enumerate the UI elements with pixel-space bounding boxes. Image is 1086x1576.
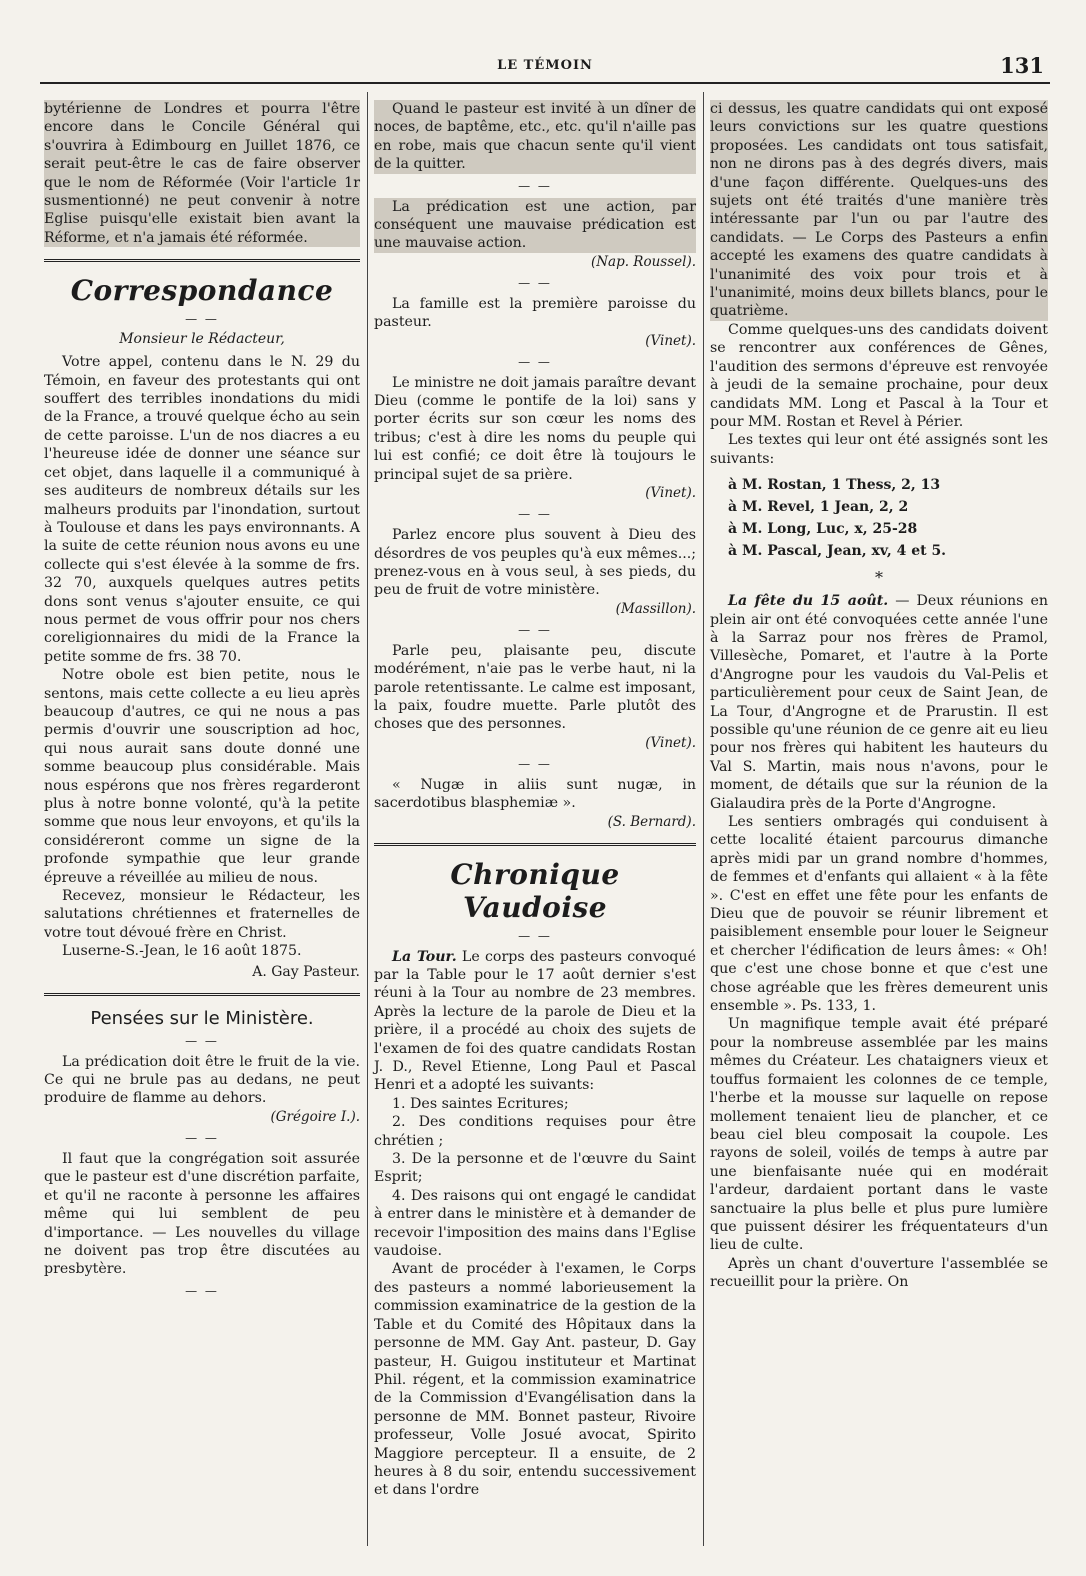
ornament-dash: — — <box>518 756 552 771</box>
runin-heading: La Tour. <box>392 948 457 965</box>
article-continuation: bytérienne de Londres et pourra l'être encore dans le Concile Général qui s'ouvrira à Edimbourg en Juillet 1876, ce serait peut-être le cas de faire observer que le nom de Réformée (Voir l'article 1r susmentionné) ne peut convenir à notre Eglise puisqu'elle existait bien avant la Réforme, et n'a jamais été réformée. <box>44 101 360 246</box>
list-item: à M. Long, Luc, x, 25-28 <box>728 521 918 538</box>
ornament-dash: — — <box>518 354 552 369</box>
quotation-source: (Nap. Roussel). <box>590 253 696 270</box>
list-item: à M. Pascal, Jean, xv, 4 et 5. <box>728 543 947 560</box>
column-2 <box>374 100 696 1546</box>
ornament-dash: — — <box>185 1130 219 1145</box>
quotation: La famille est la première paroisse du pasteur. <box>374 295 696 331</box>
section-rule <box>374 843 696 846</box>
section-heading-correspondance: Correspondance <box>70 274 334 308</box>
ornament-dash: — — <box>185 1033 219 1048</box>
ornament-dash: — — <box>185 312 219 327</box>
page-number: 131 <box>1000 53 1044 78</box>
topic-list <box>374 1095 696 1261</box>
paragraph: Un magnifique temple avait été préparé pour la nombreuse assemblée par les mains mêmes du Créateur. Les chataigners vieux et touffus formaient les colonnes de ce temple, l'herbe et la mousse sur laquelle on repose mollement tenaient lieu de plancher, et ce beau ciel bleu composait la coupole. Les rayons de soleil, voilés de temps à autre par une bienfaisante nuée qui en modérait l'ardeur, dardaient portant dans le vaste sanctuaire la plus belle et plus pure lumière que puissent désirer les fréquentateurs d'un lieu de culte. <box>710 1016 1048 1254</box>
ornament-dash: — — <box>518 928 552 943</box>
letter-signature: A. Gay Pasteur. <box>252 963 360 980</box>
paragraph: Recevez, monsieur le Rédacteur, les salutations chrétiennes et fraternelles de votre tout dévoué frère en Christ. <box>44 888 360 941</box>
quotation-source: (Vinet). <box>645 332 696 349</box>
section-heading-pensees: Pensées sur le Ministère. <box>90 1007 314 1029</box>
paragraph-text: Le corps des pasteurs convoqué par la Table pour le 17 août dernier s'est réuni à la Tour au nombre de 23 membres. Après la lecture de la parole de Dieu et la prière, il a procédé au choix des sujets de l'examen de foi des quatre candidats Rostan J. D., Revel Etienne, Long Paul et Pascal Henri et a adopté les suivants: <box>374 948 696 1094</box>
list-item: à M. Rostan, 1 Thess, 2, 13 <box>728 477 941 494</box>
paragraph: Les textes qui leur ont été assignés sont les suivants: <box>710 432 1048 467</box>
list-item: 3. De la personne et de l'œuvre du Saint Esprit; <box>374 1151 696 1186</box>
paragraph <box>374 948 696 1095</box>
assigned-texts <box>710 474 1048 562</box>
quotation-source: (Vinet). <box>645 485 696 502</box>
ornament-dash: — — <box>518 622 552 637</box>
quotation: Parlez encore plus souvent à Dieu des désordres de vos peuples qu'à eux mêmes...; prenez-vous en à vous seul, à ses pieds, du peu de fruit de votre ministère. <box>374 527 696 599</box>
journal-title: LE TÉMOIN <box>497 58 593 73</box>
column-3 <box>710 100 1048 1546</box>
section-rule <box>44 993 360 996</box>
paragraph: Avant de procéder à l'examen, le Corps des pasteurs a nommé laborieusement la commission examinatrice de la gestion de la Table et du Comité des Hôpitaux dans la personne de MM. Gay Ant. pasteur, D. Gay pasteur, H. Guigou instituteur et Martinat Phil. régent, et la commission examinatrice de la Commission d'Evangélisation dans la personne de MM. Bonnet pasteur, Rivoire professeur, Volle Josué avocat, Spirito Maggiore percepteur. Il a ensuite, de 2 heures à 8 du soir, entendu successivement et dans l'ordre <box>374 1261 696 1499</box>
column-divider <box>703 92 704 1546</box>
section-rule <box>44 259 360 262</box>
quotation: Quand le pasteur est invité à un dîner de noces, de baptême, etc., etc. qu'il n'aille pas en robe, mais que chacun sente qu'il vient de la quitter. <box>374 101 696 173</box>
page-header <box>40 55 1050 77</box>
list-item: 2. Des conditions requises pour être chrétien ; <box>374 1114 696 1149</box>
quotation: Le ministre ne doit jamais paraître devant Dieu (comme le pontife de la loi) sans y porter écrits sur son cœur les noms des tribus; c'est à dire les noms du peuple qui lui est confié; ce doit être là toujours le principal sujet de sa prière. <box>374 374 696 483</box>
quotation: Parle peu, plaisante peu, discute modérément, n'aie pas le verbe haut, ni la parole retentissante. Le calme est imposant, la paix, foudre muette. Parle plutôt des choses que des personnes. <box>374 642 696 733</box>
quotation-source: (Vinet). <box>645 734 696 751</box>
quotation: La prédication est une action, par conséquent une mauvaise prédication est une mauvaise action. <box>374 198 696 252</box>
quotation: Il faut que la congrégation soit assurée que le pasteur est d'une discrétion parfaite, et qu'il ne raconte à personne les affaires même qui lui semblent de peu d'importance. — Les nouvelles du village ne doivent pas trop être discutées au presbytère. <box>44 1150 360 1278</box>
quotation-source: (Grégoire I.). <box>270 1108 360 1125</box>
salutation: Monsieur le Rédacteur, <box>119 331 285 348</box>
column-1 <box>44 100 360 1546</box>
ornament-dash: — — <box>185 1283 219 1298</box>
paragraph: ci dessus, les quatre candidats qui ont exposé leurs convictions sur les quatre questions proposées. Les candidats ont tous satisfait, non ne dirons pas à des degrés divers, mais d'une façon différente. Quelques-uns des sujets ont été traités d'une manière très intéressante par l'un ou par l'autre des candidats. — Le Corps des Pasteurs a enfin accepté les examens des quatre candidats à l'unanimité des voix pour trois et à l'unanimité, moins deux billets blancs, pour le quatrième. <box>710 101 1048 320</box>
paragraph: Les sentiers ombragés qui conduisent à cette localité étaient parcourus dimanche après midi par un grand nombre d'hommes, de femmes et d'enfants qui allaient « à la fête ». C'est en effet une fête pour les enfants de Dieu que de pouvoir se réunir librement et paisiblement ensemble pour louer le Seigneur et chercher l'édification de leurs âmes: « Oh! que c'est une chose bonne et que c'est une chose agréable que les frères demeurent unis ensemble ». Ps. 133, 1. <box>710 814 1048 1015</box>
paragraph: Votre appel, contenu dans le N. 29 du Témoin, en faveur des protestants qui ont souffert des terribles inondations du midi de la France, a trouvé quelque écho au sein de cette paroisse. L'un de nos diacres a eu l'heureuse idée de donner une séance sur cet objet, dans laquelle il a communiqué à ses auditeurs de nombreux détails sur les malheurs produits par l'inondation, surtout à Toulouse et dans les pays environnants. A la suite de cette réunion nous avons eu une collecte qui s'est élevée à la somme de frs. 32 70, auxquels quelques autres petits dons sont venus s'ajouter ensuite, ce qui nous permet de vous offrir pour nos chers coreligionnaires du midi de la France la petite somme de frs. 38 70. <box>44 354 360 665</box>
quotation: « Nugæ in aliis sunt nugæ, in sacerdotibus blasphemiæ ». <box>374 776 696 812</box>
paragraph-text: — Deux réunions en plein air ont été convoquées cette année l'une à la Sarraz pour nos frères de Pramol, Villesèche, Pomaret, et l'autre à la Porte d'Angrogne pour les vaudois du Val-Pelis et particulièrement pour ceux de Saint Jean, de La Tour, d'Angrogne et de Prarustin. Il est possible qu'une réunion de ce genre ait eu lieu pour nos frères qui habitent les hauteurs du Val S. Martin, mais nous n'avons, pour le moment, de détails que sur la réunion de la Gialaudira près de la Porte d'Angrogne. <box>710 593 1048 812</box>
column-divider <box>367 92 368 1546</box>
paragraph <box>710 592 1048 813</box>
star-separator: * <box>875 568 883 588</box>
ornament-dash: — — <box>518 178 552 193</box>
quotation-source: (S. Bernard). <box>607 813 696 830</box>
place-date: Luserne-S.-Jean, le 16 août 1875. <box>62 943 302 960</box>
ornament-dash: — — <box>518 275 552 290</box>
runin-heading: La fête du 15 août. <box>728 593 889 610</box>
paragraph: Comme quelques-uns des candidats doivent se rencontrer aux conférences de Gênes, l'audition des sermons d'épreuve est renvoyée à jeudi de la semaine prochaine, pour deux candidats MM. Long et Pascal à la Tour et pour MM. Rostan et Revel à Périer. <box>710 321 1048 430</box>
quotation: La prédication doit être le fruit de la vie. Ce qui ne brule pas au dedans, ne peut produire de flamme au dehors. <box>44 1053 360 1107</box>
quotation-source: (Massillon). <box>615 600 696 617</box>
ornament-dash: — — <box>518 507 552 522</box>
paragraph: Notre obole est bien petite, nous le sentons, mais cette collecte a eu lieu après beaucoup d'autres, ce qui ne nous a pas permis d'ouvrir une souscription ad hoc, qui nous aurait sans doute donné une somme beaucoup plus considérable. Mais nous espérons que nos frères regarderont plus à notre bonne volonté, qu'à la petite somme que nous leur envoyons, et qu'ils la considéreront comme un signe de la profonde sympathie que leur grande épreuve a réveillée au milieu de nous. <box>44 667 360 886</box>
section-heading-chronique: Chronique Vaudoise <box>450 857 620 924</box>
list-item: à M. Revel, 1 Jean, 2, 2 <box>728 499 909 516</box>
header-rule <box>40 82 1050 84</box>
paragraph: Après un chant d'ouverture l'assemblée se recueillit pour la prière. On <box>710 1255 1048 1291</box>
list-item: 1. Des saintes Ecritures; <box>392 1095 569 1112</box>
list-item: 4. Des raisons qui ont engagé le candidat à entrer dans le ministère et à demander de recevoir l'imposition des mains dans l'Eglise vaudoise. <box>374 1187 696 1260</box>
